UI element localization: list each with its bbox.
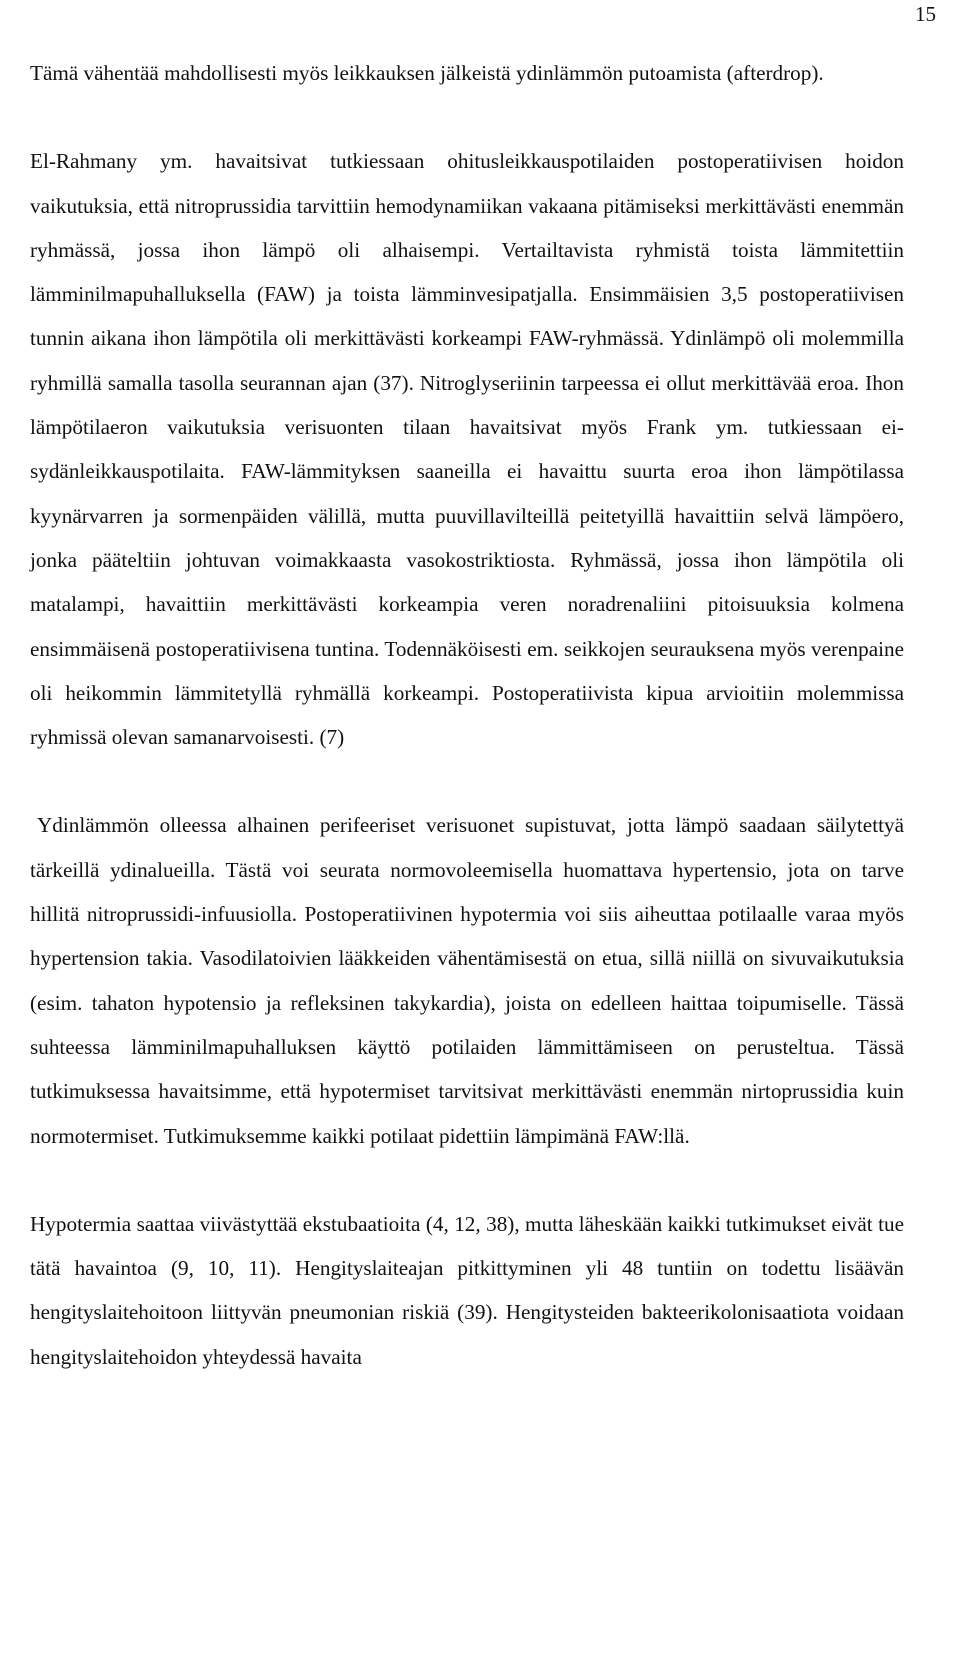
paragraph-extubation: Hypotermia saattaa viivästyttää ekstubaatioita (4, 12, 38), mutta läheskään kaikki tutkimukset eivät tue tätä havaintoa (9, 10, 11). Hengityslaiteajan pitkittyminen yli 48 tuntiin on todettu lisäävän hengityslaitehoitoon liittyvän pneumonian riskiä (39). Hengitysteiden bakteerikolonisaatiota voidaan hengityslaitehoidon yhteydessä havaita — [30, 1211, 904, 1369]
paragraph-afterdrop: Tämä vähentää mahdollisesti myös leikkauksen jälkeistä ydinlämmön putoamista (afterdrop). — [30, 61, 824, 85]
document-body — [30, 51, 904, 1379]
page-number: 15 — [915, 2, 936, 26]
paragraph-el-rahmany-study: El-Rahmany ym. havaitsivat tutkiessaan ohitusleikkauspotilaiden postoperatiivisen hoidon vaikutuksia, että nitroprussidia tarvittiin hemodynamiikan vakaana pitämiseksi merkittävästi enemmän ryhmässä, jossa ihon lämpö oli alhaisempi. Vertailtavista ryhmistä toista lämmitettiin lämminilmapuhalluksella (FAW) ja toista lämminvesipatjalla. Ensimmäisien 3,5 postoperatiivisen tunnin aikana ihon lämpötila oli merkittävästi korkeampi FAW-ryhmässä. Ydinlämpö oli molemmilla ryhmillä samalla tasolla seurannan ajan (37). Nitroglyseriinin tarpeessa ei ollut merkittävää eroa. Ihon lämpötilaeron vaikutuksia verisuonten tilaan havaitsivat myös Frank ym. tutkiessaan ei-sydänleikkauspotilaita. FAW-lämmityksen saaneilla ei havaittu suurta eroa ihon lämpötilassa kyynärvarren ja sormenpäiden välillä, mutta puuvillavilteillä peitetyillä havaittiin selvä lämpöero, jonka pääteltiin johtuvan voimakkaasta vasokostriktiosta. Ryhmässä, jossa ihon lämpötila oli matalampi, havaittiin merkittävästi korkeampia veren noradrenaliini pitoisuuksia kolmena ensimmäisenä postoperatiivisena tuntina. Todennäköisesti em. seikkojen seurauksena myös verenpaine oli heikommin lämmitetyllä ryhmällä korkeampi. Postoperatiivista kipua arvioitiin molemmissa ryhmissä olevan samanarvoisesti. (7) — [30, 149, 904, 750]
paragraph-core-temperature: Ydinlämmön olleessa alhainen perifeeriset verisuonet supistuvat, jotta lämpö saadaan säilytettyä tärkeillä ydinalueilla. Tästä voi seurata normovoleemisella huomattava hypertensio, jota on tarve hillitä nitroprussidi-infuusiolla. Postoperatiivinen hypotermia voi siis aiheuttaa potilaalle varaa myös hypertension takia. Vasodilatoivien lääkkeiden vähentämisestä on etua, sillä niillä on sivuvaikutuksia (esim. tahaton hypotensio ja refleksinen takykardia), joista on edelleen haittaa toipumiselle. Tässä suhteessa lämminilmapuhalluksen käyttö potilaiden lämmittämiseen on perusteltua. Tässä tutkimuksessa havaitsimme, että hypotermiset tarvitsivat merkittävästi enemmän nirtoprussidia kuin normotermiset. Tutkimuksemme kaikki potilaat pidettiin lämpimänä FAW:llä. — [30, 813, 904, 1148]
